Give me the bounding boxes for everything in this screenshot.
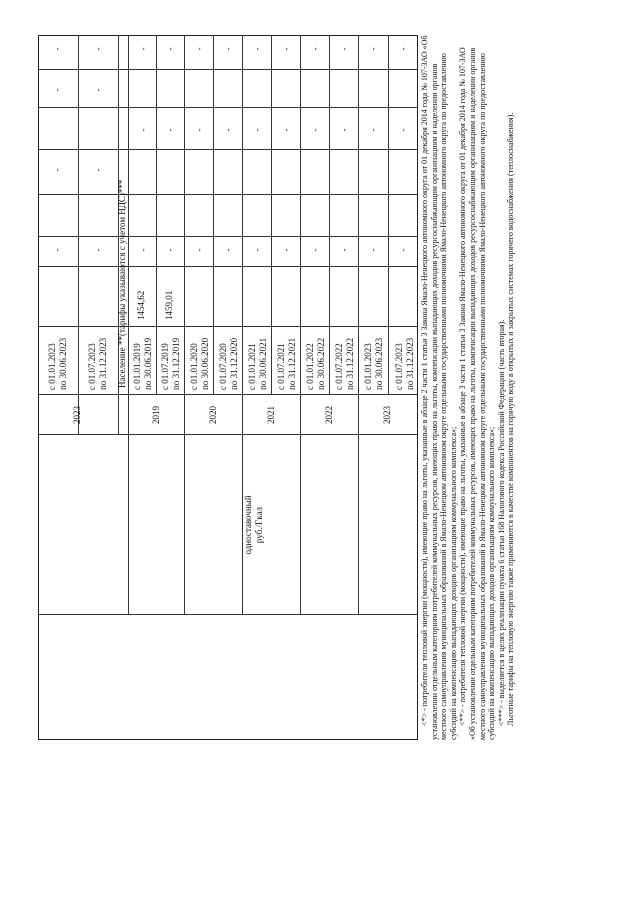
dash-cell: - [281,47,291,51]
units-line-1: одноставочный [243,495,253,555]
dash-cell: - [368,248,378,252]
population-header: Население **(тарифы указываются с учетом НДС)*** [117,179,127,388]
dash-cell: - [281,128,291,132]
row-line-2023a-mid [78,35,79,435]
period-cell: с 01.07.2019 по 31.12.2019 [160,337,181,390]
footnote-4: Льготные тарифы на тепловую энергию также применяются в качестве компонентов на горячую воду в открытых и закрытых системах горячего водоснабжения (теплоснабжения). [506,112,516,726]
dash-cell: - [368,47,378,51]
col-line-2 [38,266,418,267]
dash-cell: - [52,168,62,172]
period-cell: с 01.01.2019 по 30.06.2019 [132,337,153,390]
dash-cell: - [165,248,175,252]
dash-cell: - [138,248,148,252]
dash-cell: - [398,128,408,132]
col-line-7 [38,69,418,70]
period-cell: с 01.01.2021 по 30.06.2021 [247,337,268,390]
period-cell: с 01.07.2023 по 31.12.2023 [394,337,415,390]
year-2023-bottom: 2023 [382,406,392,424]
dash-cell: - [93,248,103,252]
dash-cell: - [223,248,233,252]
year-2023-top: 2023 [72,406,82,424]
dash-cell: - [223,47,233,51]
col-line-period [38,394,418,395]
dash-cell: - [165,128,175,132]
tariff-table [38,35,418,740]
col-line-5 [38,149,418,150]
row-line-2019-half [156,35,157,395]
col-line-4 [38,194,418,195]
dash-cell: - [252,128,262,132]
row-line-population [128,35,129,615]
dash-cell: - [281,248,291,252]
dash-cell: - [223,128,233,132]
row-line-2019 [184,35,185,615]
dash-cell: - [339,47,349,51]
dash-cell: - [138,47,148,51]
tariff-value: 1459,01 [164,290,174,320]
footnotes [420,35,516,740]
row-line-2022-half [329,35,330,395]
tariff-value: 1454,62 [136,290,146,320]
period-cell: с 01.07.2023 по 31.12.2023 [87,337,108,390]
dash-cell: - [252,248,262,252]
period-cell: с 01.01.2023 по 30.06.2023 [47,337,68,390]
row-line-2021 [300,35,301,615]
row-line-2022 [358,35,359,615]
dash-cell: - [52,47,62,51]
footnote-2: <**> - потребители тепловой энергии (мощности), имеющие право на льготы, указанные в абзаце 3 части 1 статьи 3 Закона Ямало-Ненецкого автономного округа от 01 декабря 2014 года № 107-ЗАО «Об установлении отдельным категориям потребителей коммунальных ресурсов, имеющих право на льготы, компенсации выпадающих доходов ресурсоснабжающим организациям и наделении органов местного самоуправления муниципальных образований в Ямало-Ненецком автономном округе отдельными государственными полномочиями Ямало-Ненецкого автономного округа по предоставлению субсидий на компенсацию выпадающих доходов организациям коммунального комплекса»; [458,47,497,740]
period-cell: с 01.07.2021 по 31.12.2021 [276,337,297,390]
dash-cell: - [52,248,62,252]
period-cell: с 01.01.2023 по 30.06.2023 [363,337,384,390]
dash-cell: - [398,47,408,51]
units-line-2: руб./Гкал [254,506,264,544]
row-line-2023b-half [388,35,389,395]
dash-cell: - [93,88,103,92]
col-line-value [38,326,418,327]
col-line-units [38,614,418,615]
col-line-3 [38,236,418,237]
dash-cell: - [368,128,378,132]
dash-cell: - [339,128,349,132]
footnote-3: <***> - выделяется в целях реализации пункта 6 статьи 168 Налогового кодекса Российской Федерации (часть вторая). [496,319,506,726]
period-cell: с 01.01.2020 по 30.06.2020 [189,337,210,390]
year-2019: 2019 [151,406,161,424]
dash-cell: - [194,128,204,132]
dash-cell: - [252,47,262,51]
dash-cell: - [310,248,320,252]
period-cell: с 01.07.2020 по 31.12.2020 [218,337,239,390]
dash-cell: - [310,128,320,132]
dash-cell: - [138,128,148,132]
dash-cell: - [194,47,204,51]
footnote-1: <*> - потребители тепловой энергии (мощности), имеющие право на льготы, указанные в абзаце 2 части 1 статьи 3 Закона Ямало-Ненецкого автономного округа от 01 декабря 2014 года № 107-ЗАО «Об установлении отдельным категориям потребителей коммунальных ресурсов, имеющих право на льготы, компенсации выпадающих доходов ресурсоснабжающим организациям и наделении органов местного самоуправления муниципальных образований в Ямало-Ненецком автономном округе отдельными государственными полномочиями Ямало-Ненецкого автономного округа по предоставлению субсидий на компенсацию выпадающих доходов организациям коммунального комплекса»; [420,35,458,740]
dash-cell: - [93,168,103,172]
row-line-2020-half [213,35,214,395]
dash-cell: - [310,47,320,51]
units-label [243,445,265,605]
col-line-year [38,434,418,435]
period-cell: с 01.07.2022 по 31.12.2022 [334,337,355,390]
year-2020: 2020 [208,406,218,424]
year-2021: 2021 [266,406,276,424]
dash-cell: - [194,248,204,252]
row-line-2021-half [271,35,272,395]
dash-cell: - [52,88,62,92]
dash-cell: - [165,47,175,51]
dash-cell: - [398,248,408,252]
dash-cell: - [93,47,103,51]
col-line-6 [38,107,418,108]
period-cell: с 01.01.2022 по 30.06.2022 [305,337,326,390]
year-2022: 2022 [324,406,334,424]
dash-cell: - [339,248,349,252]
